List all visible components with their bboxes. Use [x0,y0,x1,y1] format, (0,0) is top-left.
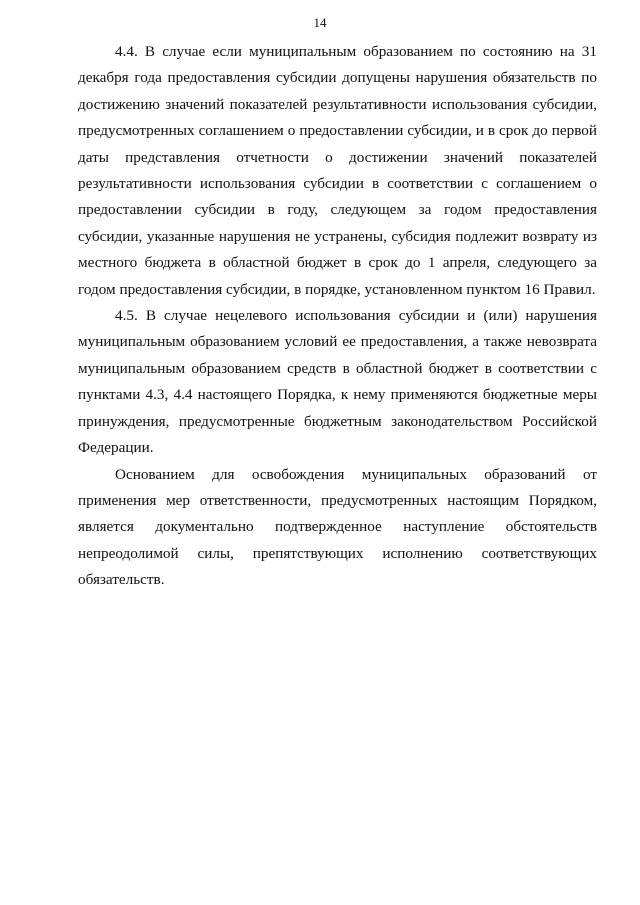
paragraph-force-majeure: Основанием для освобождения муниципальных образований от применения мер ответственности, предусмотренных настоящим Порядком, является документально подтвержденное наступление обстоятельств непреодолимой силы, препятствующих исполнению соответствующих обязательств. [78,465,597,589]
document-body [78,39,597,594]
paragraph-4-4: 4.4. В случае если муниципальным образованием по состоянию на 31 декабря года предоставления субсидии допущены нарушения обязательств по достижению значений показателей результативности использования субсидии, предусмотренных соглашением о предоставлении субсидии, и в срок до первой даты представления отчетности о достижении значений показателей результативности использования субсидии в соответствии с соглашением о предоставлении субсидии в году, следующем за годом предоставления субсидии, указанные нарушения не устранены, субсидия подлежит возврату из местного бюджета в областной бюджет в срок до 1 апреля, следующего за годом предоставления субсидии, в порядке, установленном пунктом 16 Правил. [78,43,597,298]
page-number: 14 [313,15,327,30]
paragraph-4-5: 4.5. В случае нецелевого использования субсидии и (или) нарушения муниципальным образованием условий ее предоставления, а также невозврата муниципальным образованием средств в областной бюджет в соответствии с пунктами 4.3, 4.4 настоящего Порядка, к нему применяются бюджетные меры принуждения, предусмотренные бюджетным законодательством Российской Федерации. [78,307,597,457]
